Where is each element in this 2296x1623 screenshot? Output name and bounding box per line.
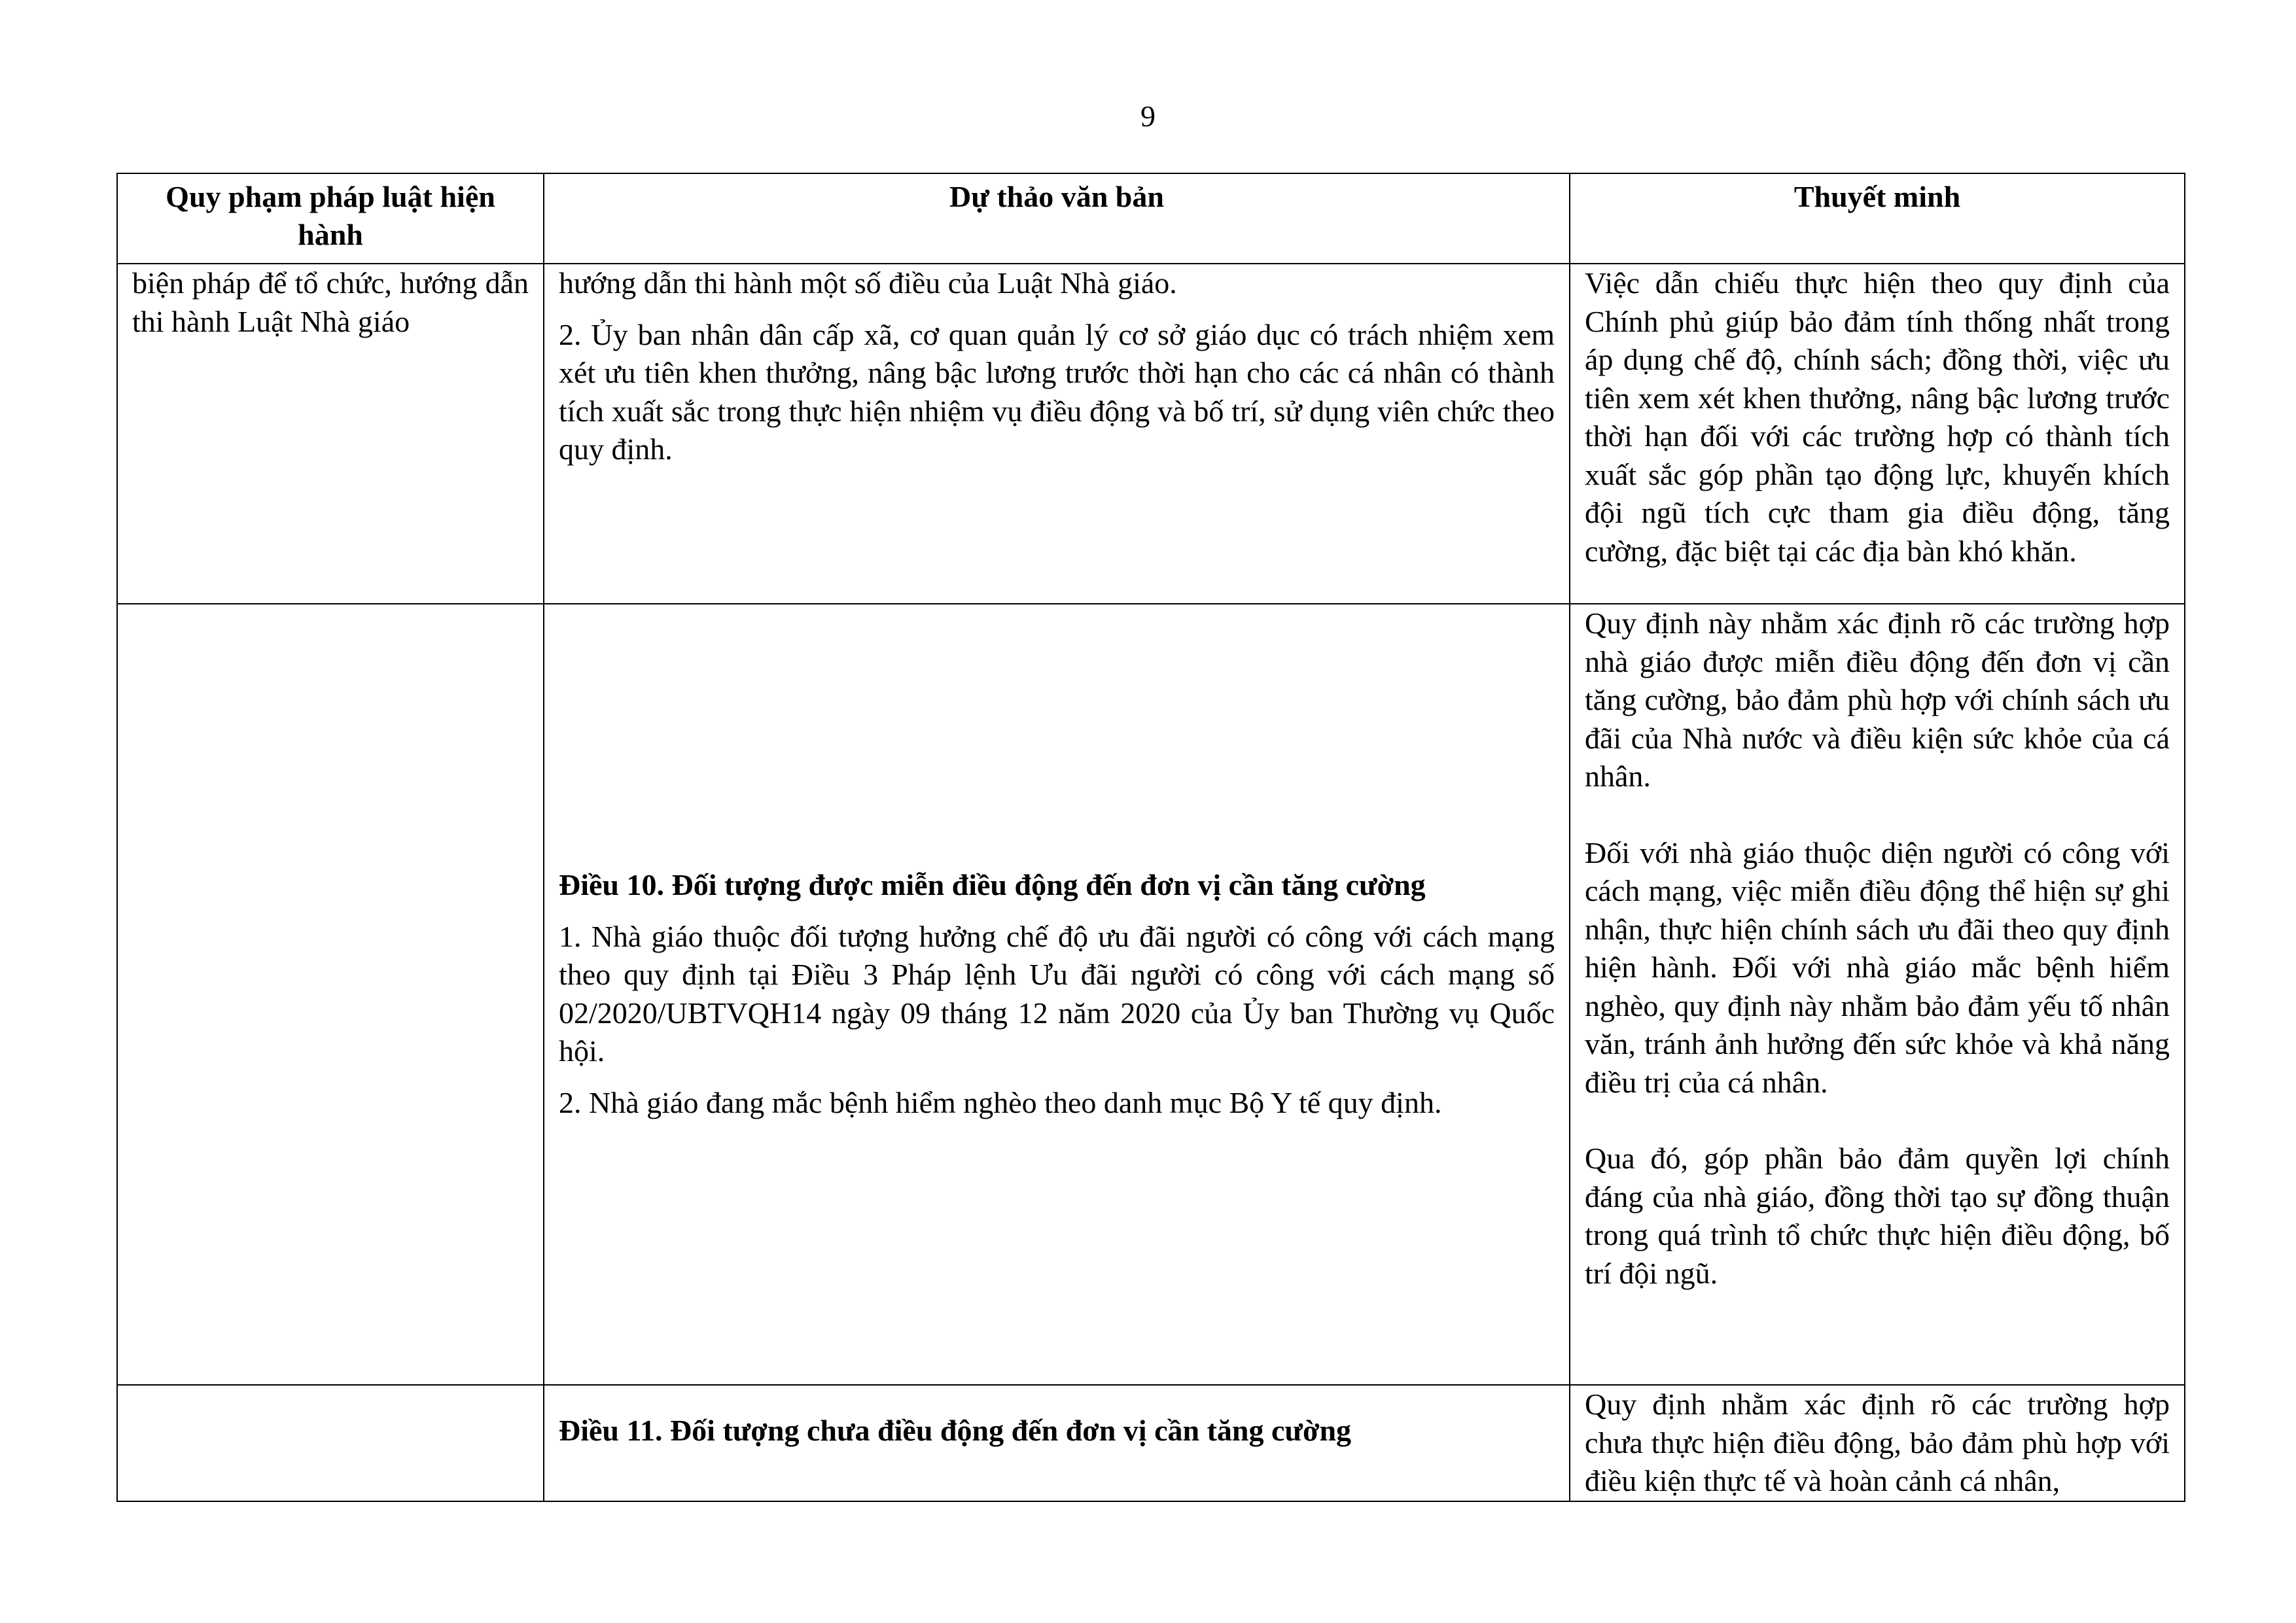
draft-paragraph: 2. Nhà giáo đang mắc bệnh hiểm nghèo theo danh mục Bộ Y tế quy định. <box>559 1085 1442 1119</box>
table-header-row <box>117 173 2185 264</box>
current-law-cell <box>117 1385 544 1501</box>
explanation-paragraph: Đối với nhà giáo thuộc diện người có công với cách mạng, việc miễn điều động thể hiện sự ghi nhận, thực hiện chính sách ưu đãi theo quy định hiện hành. Đối với nhà giáo mắc bệnh hiểm nghèo, quy định này nhằm bảo đảm yếu tố nhân văn, tránh ảnh hưởng đến sức khỏe và khả năng điều trị của cá nhân. <box>1585 835 2170 1099</box>
header-explanation: Thuyết minh <box>1570 173 2185 264</box>
draft-paragraph: 2. Ủy ban nhân dân cấp xã, cơ quan quản lý cơ sở giáo dục có trách nhiệm xem xét ưu tiên khen thưởng, nâng bậc lương trước thời hạn cho các cá nhân có thành tích xuất sắc trong thực hiện nhiệm vụ điều động và bố trí, sử dụng viên chức theo quy định. <box>559 317 1555 466</box>
explanation-paragraph: Quy định nhằm xác định rõ các trường hợp chưa thực hiện điều động, bảo đảm phù hợp với điều kiện thực tế và hoàn cảnh cá nhân, <box>1585 1387 2170 1497</box>
article-title: Điều 11. Đối tượng chưa điều động đến đơn vị cần tăng cường <box>559 1414 1352 1447</box>
header-draft: Dự thảo văn bản <box>544 173 1570 264</box>
explanation-paragraph: Việc dẫn chiếu thực hiện theo quy định của Chính phủ giúp bảo đảm tính thống nhất trong áp dụng chế độ, chính sách; đồng thời, việc ưu tiên xem xét khen thưởng, nâng bậc lương trước thời hạn đối với các trường hợp có thành tích xuất sắc góp phần tạo động lực, khuyến khích đội ngũ tích cực tham gia điều động, tăng cường, đặc biệt tại các địa bàn khó khăn. <box>1585 266 2170 568</box>
table-row <box>117 264 2185 604</box>
draft-cell <box>544 604 1570 1385</box>
header-current-law: Quy phạm pháp luật hiện hành <box>117 173 544 264</box>
explanation-paragraph: Qua đó, góp phần bảo đảm quyền lợi chính đáng của nhà giáo, đồng thời tạo sự đồng thuận trong quá trình tổ chức thực hiện điều động, bố trí đội ngũ. <box>1585 1142 2170 1290</box>
article-title: Điều 10. Đối tượng được miễn điều động đến đơn vị cần tăng cường <box>559 868 1426 901</box>
explanation-cell <box>1570 1385 2185 1501</box>
table-row <box>117 604 2185 1385</box>
current-law-cell <box>117 604 544 1385</box>
explanation-cell <box>1570 264 2185 604</box>
current-law-text: biện pháp để tổ chức, hướng dẫn thi hành Luật Nhà giáo <box>132 266 529 338</box>
table-row <box>117 1385 2185 1501</box>
draft-cell <box>544 1385 1570 1501</box>
draft-paragraph: 1. Nhà giáo thuộc đối tượng hưởng chế độ ưu đãi người có công với cách mạng theo quy định tại Điều 3 Pháp lệnh Ưu đãi người có công với cách mạng số 02/2020/UBTVQH14 ngày 09 tháng 12 năm 2020 của Ủy ban Thường vụ Quốc hội. <box>559 919 1555 1068</box>
explanation-paragraph: Quy định này nhằm xác định rõ các trường hợp nhà giáo được miễn điều động đến đơn vị cần tăng cường, bảo đảm phù hợp với chính sách ưu đãi của Nhà nước và điều kiện sức khỏe của cá nhân. <box>1585 606 2170 793</box>
current-law-cell <box>117 264 544 604</box>
page-number: 9 <box>1140 99 1156 133</box>
comparison-table <box>116 173 2185 1502</box>
explanation-cell <box>1570 604 2185 1385</box>
draft-cell <box>544 264 1570 604</box>
draft-paragraph: hướng dẫn thi hành một số điều của Luật Nhà giáo. <box>559 266 1177 300</box>
